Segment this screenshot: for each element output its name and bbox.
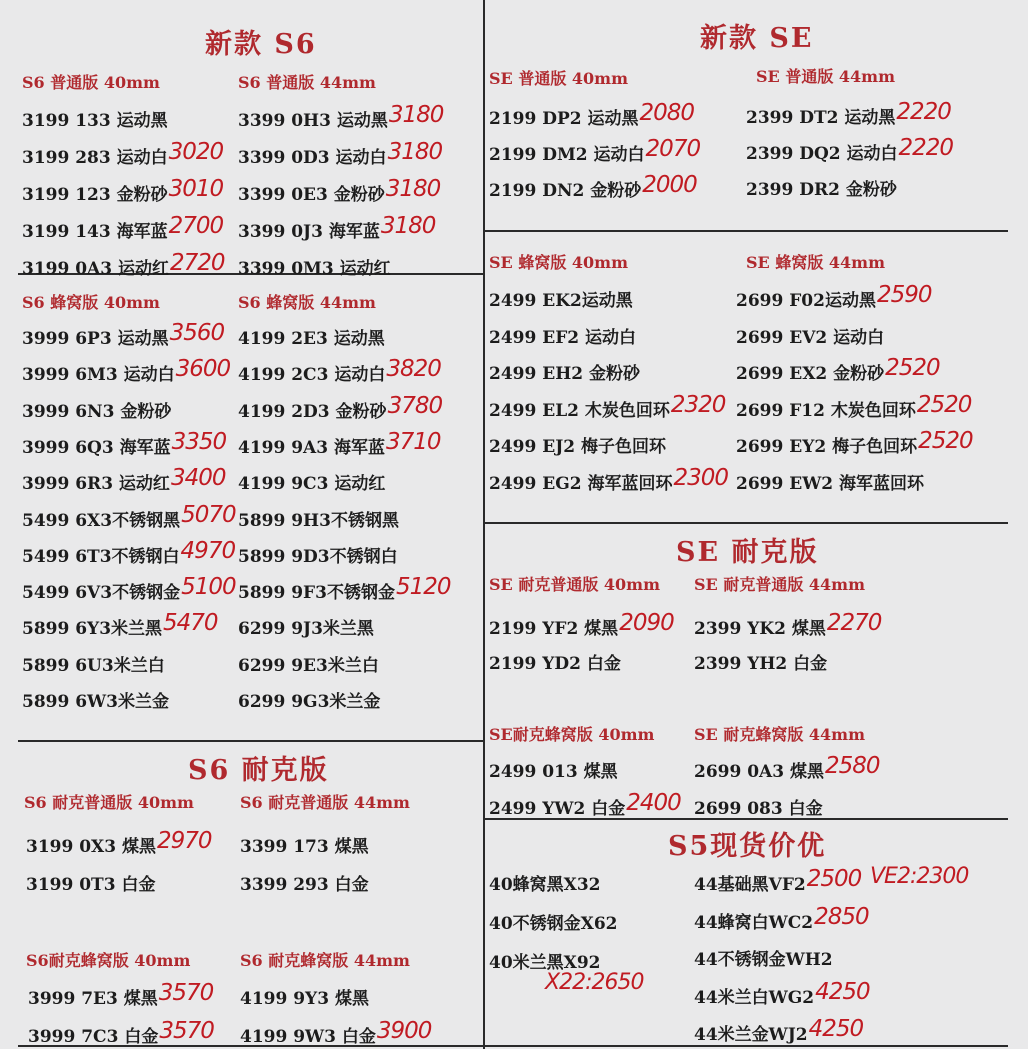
- se-title: 新款 SE: [700, 23, 814, 54]
- handwritten-price: 3570: [159, 1018, 214, 1044]
- model-text: 3999 6P3 运动黑: [22, 329, 169, 349]
- price-row: [238, 574, 451, 604]
- model-text: 5899 9D3不锈钢白: [238, 546, 398, 567]
- model-text: 3199 0X3 煤黑: [26, 837, 156, 857]
- model-text: 4199 9A3 海军蓝: [238, 437, 385, 458]
- model-text: 2399 DQ2 运动白: [746, 144, 898, 164]
- price-row: [22, 176, 224, 206]
- model-text: 2499 EJ2 梅子色回环: [489, 437, 666, 458]
- handwritten-price: 2520: [885, 355, 940, 382]
- center-divider: [483, 0, 485, 1049]
- handwritten-price: 3570: [158, 980, 214, 1006]
- price-row: [238, 139, 443, 169]
- price-row: [238, 542, 398, 567]
- price-row: [238, 651, 379, 676]
- handwritten-price: 2220: [896, 99, 951, 125]
- model-text: 4199 9C3 运动红: [238, 474, 386, 495]
- divider-se-regular: [485, 230, 1008, 232]
- model-text: 3399 0M3 运动红: [238, 259, 391, 279]
- price-row: [694, 753, 880, 783]
- model-text: 2399 YK2 煤黑: [694, 619, 826, 639]
- model-text: 5499 6V3不锈钢金: [22, 583, 181, 604]
- handwritten-price: 2590: [876, 282, 932, 308]
- model-text: 2699 083 白金: [694, 799, 823, 819]
- price-row: [238, 356, 441, 386]
- handwritten-price: 3180: [385, 176, 441, 202]
- price-row: [238, 324, 385, 349]
- divider-se-cellular: [485, 522, 1008, 524]
- senike-regular44-label: SE 耐克普通版 44mm: [694, 575, 866, 594]
- model-text: 2699 F02运动黑: [736, 291, 876, 311]
- s6nike-cellular44-label: S6 耐克蜂窝版 44mm: [240, 951, 410, 970]
- price-row: [238, 469, 385, 494]
- model-text: 3999 7E3 煤黑: [28, 989, 158, 1009]
- se-regular40-label: SE 普通版 40mm: [489, 69, 629, 88]
- price-row: [22, 139, 224, 169]
- s6-cellular40-label: S6 蜂窝版 40mm: [22, 293, 160, 312]
- price-row: [28, 1018, 214, 1048]
- price-row: [22, 106, 168, 131]
- handwritten-price: 2500: [806, 866, 862, 892]
- price-row: [489, 909, 618, 934]
- price-row: [22, 465, 226, 495]
- price-row: [240, 870, 369, 895]
- model-text: 40米兰黑X92: [489, 953, 601, 973]
- model-text: 3199 0T3 白金: [26, 875, 156, 895]
- price-row: [22, 428, 227, 459]
- model-text: 2399 YH2 白金: [694, 654, 828, 674]
- model-text: 40不锈钢金X62: [489, 914, 618, 934]
- price-row: [28, 980, 214, 1010]
- s5-title: S5现货价优: [668, 831, 827, 862]
- handwritten-price: 3900: [376, 1018, 432, 1044]
- s6nike-regular44-label: S6 耐克普通版 44mm: [240, 793, 410, 812]
- model-text: 5899 6U3米兰白: [22, 655, 165, 676]
- s5-handwritten-ve2: VE2:2300: [870, 864, 969, 889]
- price-row: [736, 282, 932, 312]
- model-text: 5899 9H3不锈钢黑: [238, 510, 399, 531]
- price-row: [240, 984, 369, 1009]
- price-row: [22, 501, 236, 532]
- handwritten-price: 2300: [673, 465, 729, 491]
- model-text: 3399 293 白金: [240, 875, 369, 895]
- handwritten-price: 4250: [815, 978, 870, 1005]
- model-text: 5499 6T3不锈钢白: [22, 546, 180, 567]
- model-text: 2499 EL2 木炭色回环: [489, 400, 670, 421]
- model-text: 4199 9W3 白金: [240, 1027, 376, 1047]
- model-text: 3399 0E3 金粉砂: [238, 185, 385, 205]
- model-text: 2499 EG2 海军蓝回环: [489, 474, 673, 494]
- model-text: 2499 YW2 白金: [489, 799, 626, 819]
- model-text: 40蜂窝黑X32: [489, 875, 601, 895]
- model-text: 3199 143 海军蓝: [22, 222, 168, 242]
- handwritten-price: 3400: [170, 465, 226, 492]
- price-row: [22, 320, 225, 350]
- model-text: 3399 0H3 运动黑: [238, 111, 388, 131]
- price-row: [489, 100, 695, 130]
- price-row: [694, 649, 827, 674]
- handwritten-price: 3780: [387, 392, 443, 419]
- se-regular44-label: SE 普通版 44mm: [756, 67, 896, 86]
- model-text: 2499 013 煤黑: [489, 762, 618, 782]
- price-row: [489, 359, 640, 384]
- price-row: [694, 610, 882, 640]
- price-row: [26, 870, 155, 895]
- price-row: [22, 250, 225, 280]
- price-row: [489, 465, 729, 495]
- price-row: [489, 323, 636, 348]
- price-row: [22, 651, 165, 676]
- s6nike-regular40-label: S6 耐克普通版 40mm: [24, 793, 194, 812]
- model-text: 3399 0J3 海军蓝: [238, 222, 380, 242]
- price-row: [238, 254, 391, 279]
- se-cellular40-label: SE 蜂窝版 40mm: [489, 253, 629, 272]
- model-text: 6299 9E3米兰白: [238, 655, 379, 676]
- model-text: 3999 6Q3 海军蓝: [22, 437, 171, 458]
- model-text: 2199 YF2 煤黑: [489, 619, 619, 639]
- handwritten-price: 3600: [175, 356, 231, 383]
- model-text: 2199 YD2 白金: [489, 654, 621, 674]
- model-text: 2699 EX2 金粉砂: [736, 364, 885, 385]
- price-row: [238, 392, 443, 423]
- price-row: [694, 1016, 864, 1046]
- model-text: 44米兰白WG2: [694, 987, 815, 1008]
- price-row: [26, 828, 212, 858]
- price-row: [746, 99, 951, 129]
- price-row: [489, 649, 621, 674]
- price-row: [22, 574, 236, 604]
- handwritten-price: 3010: [168, 176, 224, 202]
- s6-title: 新款 S6: [205, 29, 317, 60]
- handwritten-price: 2080: [639, 100, 695, 126]
- price-row: [240, 832, 369, 857]
- model-text: 3999 6R3 运动红: [22, 474, 170, 495]
- model-text: 2699 F12 木炭色回环: [736, 400, 916, 421]
- model-text: 3199 0A3 运动红: [22, 259, 169, 279]
- model-text: 2699 EW2 海军蓝回环: [736, 474, 925, 494]
- divider-s6-nike: [18, 740, 483, 742]
- senike-regular40-label: SE 耐克普通版 40mm: [489, 575, 661, 594]
- handwritten-price: 4250: [808, 1016, 864, 1042]
- model-text: 4199 2D3 金粉砂: [238, 401, 387, 422]
- handwritten-price: 3020: [168, 139, 224, 165]
- s6-regular44-label: S6 普通版 44mm: [238, 73, 376, 92]
- handwritten-price: 3180: [380, 213, 436, 239]
- price-row: [694, 866, 862, 896]
- price-row: [489, 286, 633, 311]
- price-row: [22, 610, 218, 640]
- price-row: [238, 506, 399, 531]
- handwritten-price: 2520: [916, 391, 972, 418]
- price-row: [238, 428, 441, 459]
- price-row: [489, 136, 701, 166]
- handwritten-price: 2220: [898, 135, 954, 161]
- model-text: 2199 DM2 运动白: [489, 145, 645, 165]
- price-row: [238, 176, 441, 206]
- price-row: [22, 397, 171, 422]
- price-row: [694, 903, 869, 934]
- price-row: [22, 213, 224, 243]
- model-text: 3999 6N3 金粉砂: [22, 401, 172, 422]
- model-text: 4199 2E3 运动黑: [238, 329, 385, 349]
- handwritten-price: 2000: [642, 172, 697, 198]
- price-row: [489, 172, 697, 202]
- handwritten-price: 3180: [388, 102, 444, 128]
- handwritten-price: 5070: [181, 501, 236, 528]
- s6nike-cellular40-label: S6耐克蜂窝版 40mm: [26, 951, 191, 970]
- model-text: 4199 9Y3 煤黑: [240, 989, 369, 1009]
- handwritten-price: 3710: [386, 428, 441, 455]
- price-row: [736, 323, 884, 348]
- model-text: 5899 6Y3米兰黑: [22, 619, 163, 640]
- handwritten-price: 3820: [386, 356, 441, 383]
- price-row: [489, 432, 666, 457]
- handwritten-price: 2070: [645, 136, 701, 162]
- price-row: [489, 610, 674, 640]
- handwritten-price: 3180: [387, 139, 443, 165]
- model-text: 3199 133 运动黑: [22, 111, 168, 131]
- senike-title: SE 耐克版: [676, 537, 819, 568]
- price-row: [489, 870, 601, 895]
- s6-regular40-label: S6 普通版 40mm: [22, 73, 160, 92]
- s6nike-title: S6 耐克版: [188, 755, 329, 786]
- s5-handwritten-x22: X22:2650: [545, 970, 644, 995]
- price-row: [22, 537, 236, 568]
- price-row: [736, 428, 973, 458]
- model-text: 5499 6X3不锈钢黑: [22, 510, 181, 531]
- model-text: 4199 2C3 运动白: [238, 365, 386, 386]
- model-text: 3399 173 煤黑: [240, 837, 369, 857]
- handwritten-price: 2720: [170, 250, 225, 276]
- price-row: [489, 391, 726, 422]
- handwritten-price: 2270: [826, 610, 882, 636]
- price-row: [694, 945, 833, 970]
- model-text: 6299 9G3米兰金: [238, 692, 381, 712]
- model-text: 3199 283 运动白: [22, 148, 168, 168]
- model-text: 3999 7C3 白金: [28, 1027, 159, 1047]
- model-text: 2699 EY2 梅子色回环: [736, 437, 918, 458]
- handwritten-price: 2090: [619, 610, 674, 636]
- handwritten-price: 2850: [814, 903, 869, 930]
- handwritten-price: 2700: [168, 213, 224, 239]
- price-row: [22, 356, 231, 386]
- model-text: 2699 EV2 运动白: [736, 327, 885, 348]
- price-row: [489, 790, 681, 820]
- handwritten-price: 5100: [181, 574, 236, 601]
- model-text: 5899 9F3不锈钢金: [238, 583, 395, 604]
- price-row: [22, 687, 169, 712]
- price-row: [694, 794, 823, 819]
- handwritten-price: 2520: [918, 428, 973, 455]
- model-text: 2199 DN2 金粉砂: [489, 181, 642, 201]
- model-text: 2399 DT2 运动黑: [746, 108, 896, 128]
- model-text: 2199 DP2 运动黑: [489, 109, 639, 129]
- handwritten-price: 3350: [171, 428, 227, 455]
- model-text: 3999 6M3 运动白: [22, 365, 175, 386]
- model-text: 3399 0D3 运动白: [238, 148, 387, 168]
- model-text: 3199 123 金粉砂: [22, 185, 168, 205]
- price-row: [746, 135, 954, 165]
- handwritten-price: 4970: [180, 537, 236, 564]
- handwritten-price: 2320: [670, 391, 726, 418]
- price-row: [746, 175, 897, 200]
- senike-cellular40-label: SE耐克蜂窝版 40mm: [489, 725, 655, 744]
- handwritten-price: 3560: [169, 320, 225, 346]
- model-text: 5899 6W3米兰金: [22, 692, 169, 712]
- price-row: [489, 757, 618, 782]
- price-row: [736, 469, 924, 494]
- price-row: [240, 1018, 432, 1048]
- handwritten-price: 5120: [395, 574, 451, 601]
- se-cellular44-label: SE 蜂窝版 44mm: [746, 253, 886, 272]
- model-text: 44基础黑VF2: [694, 875, 806, 895]
- price-row: [238, 614, 374, 639]
- model-text: 2499 EH2 金粉砂: [489, 364, 640, 385]
- price-row: [238, 102, 444, 132]
- model-text: 2399 DR2 金粉砂: [746, 180, 897, 200]
- model-text: 2699 0A3 煤黑: [694, 762, 824, 782]
- model-text: 2499 EF2 运动白: [489, 327, 637, 348]
- model-text: 44米兰金WJ2: [694, 1025, 808, 1045]
- model-text: 6299 9J3米兰黑: [238, 619, 374, 640]
- model-text: 44不锈钢金WH2: [694, 950, 833, 970]
- price-row: [736, 391, 972, 422]
- price-row: [238, 687, 380, 712]
- handwritten-price: 2970: [157, 828, 212, 854]
- senike-cellular44-label: SE 耐克蜂窝版 44mm: [694, 725, 866, 744]
- s6-cellular44-label: S6 蜂窝版 44mm: [238, 293, 376, 312]
- handwritten-price: 5470: [163, 610, 218, 637]
- price-row: [238, 213, 436, 243]
- handwritten-price: 2400: [626, 790, 681, 816]
- handwritten-price: 2580: [825, 753, 880, 779]
- model-text: 44蜂窝白WC2: [694, 912, 814, 933]
- model-text: 2499 EK2运动黑: [489, 291, 633, 311]
- price-row: [736, 355, 940, 385]
- price-row: [694, 978, 870, 1009]
